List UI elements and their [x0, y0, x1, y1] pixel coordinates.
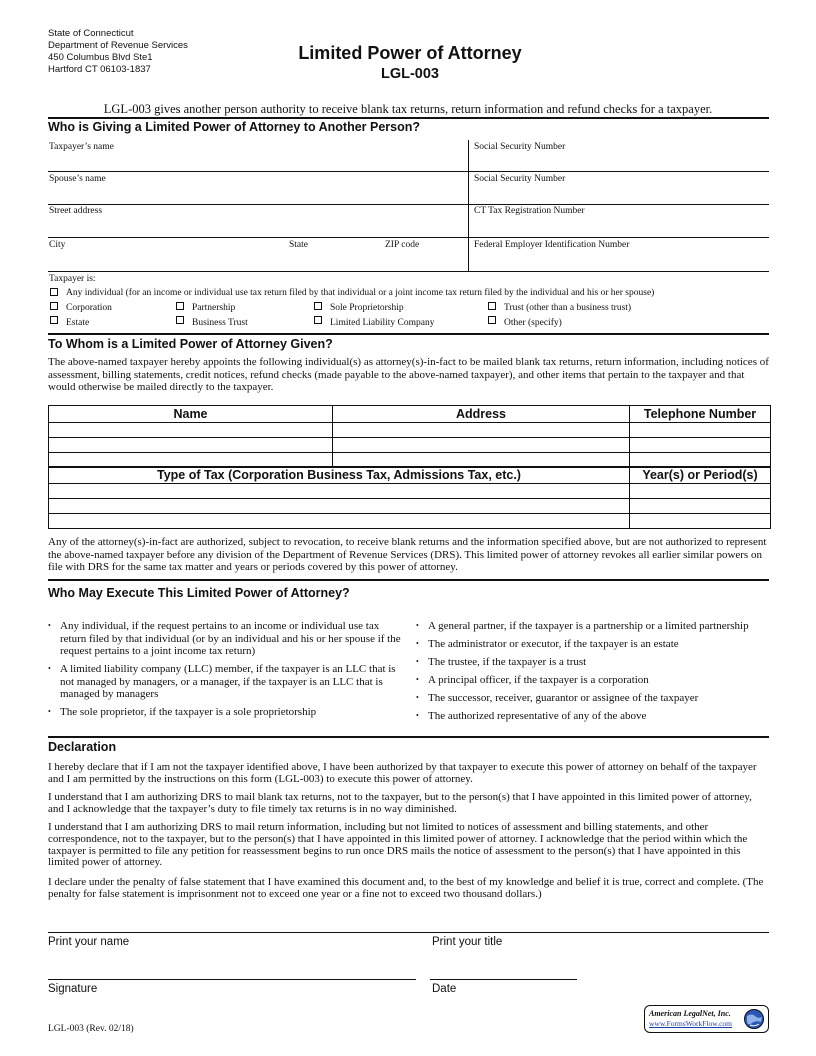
- publisher-logo[interactable]: [644, 1005, 769, 1033]
- trust-checkbox[interactable]: [488, 302, 496, 310]
- ssn-field[interactable]: Social Security Number: [474, 142, 566, 152]
- field-divider: [468, 140, 469, 271]
- sole-proprietorship-checkbox[interactable]: [314, 302, 322, 310]
- tax-type-cell[interactable]: [49, 484, 630, 499]
- name-column-header: Name: [49, 406, 333, 423]
- section3-heading: Who May Execute This Limited Power of Attorney?: [48, 586, 350, 600]
- state-field[interactable]: State: [289, 240, 308, 250]
- section-divider: [48, 333, 769, 335]
- signature-line: [48, 979, 416, 980]
- section-divider: [48, 736, 769, 738]
- declaration-paragraph: I hereby declare that if I am not the taxpayer identified above, I have been authorized by that taxpayer to execute this power of attorney on behalf of the taxpayer and I am permitted by the instructions on this form (LGL-003) to execute this power of attorney.: [48, 761, 757, 785]
- address-cell[interactable]: [333, 423, 630, 438]
- field-rule: [48, 171, 769, 172]
- appointment-text: The above-named taxpayer hereby appoints the following individual(s) as attorney(s)-in-fact to be mailed blank tax returns, return information, including notices of assessment, billing statements, credit notices, refund checks (made payable to the above-named taxpayer), and other items that pertain to the taxpayer and that would otherwise be mailed directly to the taxpayer.: [48, 356, 769, 393]
- zip-field[interactable]: ZIP code: [385, 240, 420, 250]
- tax-type-cell[interactable]: [49, 499, 630, 514]
- taxpayer-is-label: Taxpayer is:: [49, 274, 96, 284]
- declaration-paragraph: I understand that I am authorizing DRS to mail blank tax returns, not to the taxpayer, but to the person(s) that I have appointed in this limited power of attorney, and I acknowledge that the taxpayer’s duty to file timely tax returns is in no way diminished.: [48, 791, 752, 815]
- list-item: • The sole proprietor, if the taxpayer is a sole proprietorship: [48, 706, 404, 719]
- phone-column-header: Telephone Number: [630, 406, 771, 423]
- signature-divider: [48, 932, 769, 933]
- section-divider: [48, 579, 769, 581]
- table-row: [49, 499, 771, 514]
- address-column-header: Address: [333, 406, 630, 423]
- other-checkbox[interactable]: [488, 316, 496, 324]
- agency-line: Department of Revenue Services: [48, 40, 188, 51]
- field-rule: [48, 204, 769, 205]
- field-rule: [48, 237, 769, 238]
- list-item: • A general partner, if the taxpayer is a partnership or a limited partnership: [416, 620, 772, 633]
- phone-cell[interactable]: [630, 423, 771, 438]
- table-row: [49, 514, 771, 529]
- name-cell[interactable]: [49, 423, 333, 438]
- individual-checkbox[interactable]: [50, 288, 58, 296]
- corporation-checkbox[interactable]: [50, 302, 58, 310]
- tax-type-cell[interactable]: [49, 514, 630, 529]
- print-name-field[interactable]: Print your name: [48, 936, 130, 948]
- street-address-field[interactable]: Street address: [49, 206, 103, 216]
- list-item: • Any individual, if the request pertains to an income or individual use tax return filed by that individual (or by an individual and his or her spouse if the request pertains to a joint income tax return): [48, 620, 404, 658]
- estate-checkbox[interactable]: [50, 316, 58, 324]
- agency-line: State of Connecticut: [48, 28, 134, 39]
- spouse-ssn-field[interactable]: Social Security Number: [474, 174, 566, 184]
- publisher-link[interactable]: www.FormsWorkFlow.com: [649, 1019, 733, 1028]
- other-label: Other (specify): [504, 318, 562, 328]
- estate-label: Estate: [66, 318, 90, 328]
- list-item: • A limited liability company (LLC) member, if the taxpayer is an LLC that is not managed by managers, or a manager, if the taxpayer is an LLC that is managed by managers: [48, 663, 404, 701]
- form-number: LGL-003: [380, 66, 439, 82]
- tax-type-column-header: Type of Tax (Corporation Business Tax, Admissions Tax, etc.): [49, 467, 630, 484]
- trust-label: Trust (other than a business trust): [504, 303, 632, 313]
- agency-line: 450 Columbus Blvd Ste1: [48, 52, 153, 63]
- tax-type-table: [48, 466, 771, 529]
- spouse-name-field[interactable]: Spouse’s name: [49, 174, 106, 184]
- table-row: [49, 484, 771, 499]
- form-revision: LGL-003 (Rev. 02/18): [48, 1024, 134, 1034]
- attorney-table: [48, 405, 771, 468]
- years-column-header: Year(s) or Period(s): [630, 467, 771, 484]
- llc-label: Limited Liability Company: [330, 318, 435, 328]
- globe-icon: [743, 1008, 765, 1030]
- agency-line: Hartford CT 06103-1837: [48, 64, 151, 75]
- section1-heading: Who is Giving a Limited Power of Attorney to Another Person?: [48, 120, 421, 134]
- agency-address: [48, 28, 188, 76]
- form-title: Limited Power of Attorney: [298, 43, 522, 63]
- section2-heading: To Whom is a Limited Power of Attorney Given?: [48, 337, 333, 351]
- name-cell[interactable]: [49, 438, 333, 453]
- date-line: [430, 979, 577, 980]
- table-row: [49, 423, 771, 438]
- print-title-field[interactable]: Print your title: [432, 936, 503, 948]
- phone-cell[interactable]: [630, 438, 771, 453]
- signature-field[interactable]: Signature: [48, 983, 98, 995]
- list-item: • The administrator or executor, if the taxpayer is an estate: [416, 638, 772, 651]
- business-trust-checkbox[interactable]: [176, 316, 184, 324]
- fein-field[interactable]: Federal Employer Identification Number: [474, 240, 630, 250]
- city-field[interactable]: City: [49, 240, 66, 250]
- years-cell[interactable]: [630, 484, 771, 499]
- section-divider: [48, 117, 769, 119]
- ct-registration-field[interactable]: CT Tax Registration Number: [474, 206, 585, 216]
- form-intro: LGL-003 gives another person authority to receive blank tax returns, return information and refund checks for a taxpayer.: [103, 102, 713, 116]
- list-item: • The authorized representative of any of the above: [416, 710, 772, 723]
- corporation-label: Corporation: [66, 303, 112, 313]
- individual-label: Any individual (for an income or individual use tax return filed by that individual or a joint income tax return filed by the individual and his or her spouse): [66, 288, 655, 298]
- table-row: [49, 438, 771, 453]
- years-cell[interactable]: [630, 499, 771, 514]
- authorization-note: Any of the attorney(s)-in-fact are authorized, subject to revocation, to receive blank returns and the information specified above, but are not authorized to represent the above-named taxpayer before any division of the Department of Revenue Services (DRS). This limited power of attorney revokes all earlier similar powers on file with DRS for the same tax matter and years or periods covered by this power of attorney.: [48, 536, 767, 573]
- business-trust-label: Business Trust: [192, 318, 248, 328]
- sole-proprietorship-label: Sole Proprietorship: [330, 303, 404, 313]
- executor-list-right: [416, 620, 772, 728]
- list-item: • A principal officer, if the taxpayer is a corporation: [416, 674, 772, 687]
- field-rule: [48, 271, 769, 272]
- declaration-paragraph: I understand that I am authorizing DRS to mail return information, including but not limited to notices of assessment and billing statements, and other correspondence, not to the taxpayer, but to the person(s) that I have appointed in this limited power of attorney. I acknowledge that the period within which the taxpayer is permitted to file any petition for reassessment begins to run once DRS mails the notice of assessment to the person(s) that I have appointed in this limited power of attorney.: [48, 821, 748, 869]
- declaration-heading: Declaration: [48, 740, 117, 754]
- address-cell[interactable]: [333, 438, 630, 453]
- list-item: • The trustee, if the taxpayer is a trust: [416, 656, 772, 669]
- partnership-label: Partnership: [192, 303, 236, 313]
- executor-list-left: [48, 620, 404, 724]
- llc-checkbox[interactable]: [314, 316, 322, 324]
- list-item: • The successor, receiver, guarantor or assignee of the taxpayer: [416, 692, 772, 705]
- years-cell[interactable]: [630, 514, 771, 529]
- date-field[interactable]: Date: [432, 983, 457, 995]
- taxpayer-name-field[interactable]: Taxpayer’s name: [49, 142, 114, 152]
- declaration-paragraph: I declare under the penalty of false statement that I have examined this document and, to the best of my knowledge and belief it is true, correct and complete. (The penalty for false statement is imprisonment not to exceed one year or a fine not to exceed two thousand dollars.): [48, 876, 764, 900]
- partnership-checkbox[interactable]: [176, 302, 184, 310]
- publisher-name: American LegalNet, Inc.: [649, 1009, 731, 1018]
